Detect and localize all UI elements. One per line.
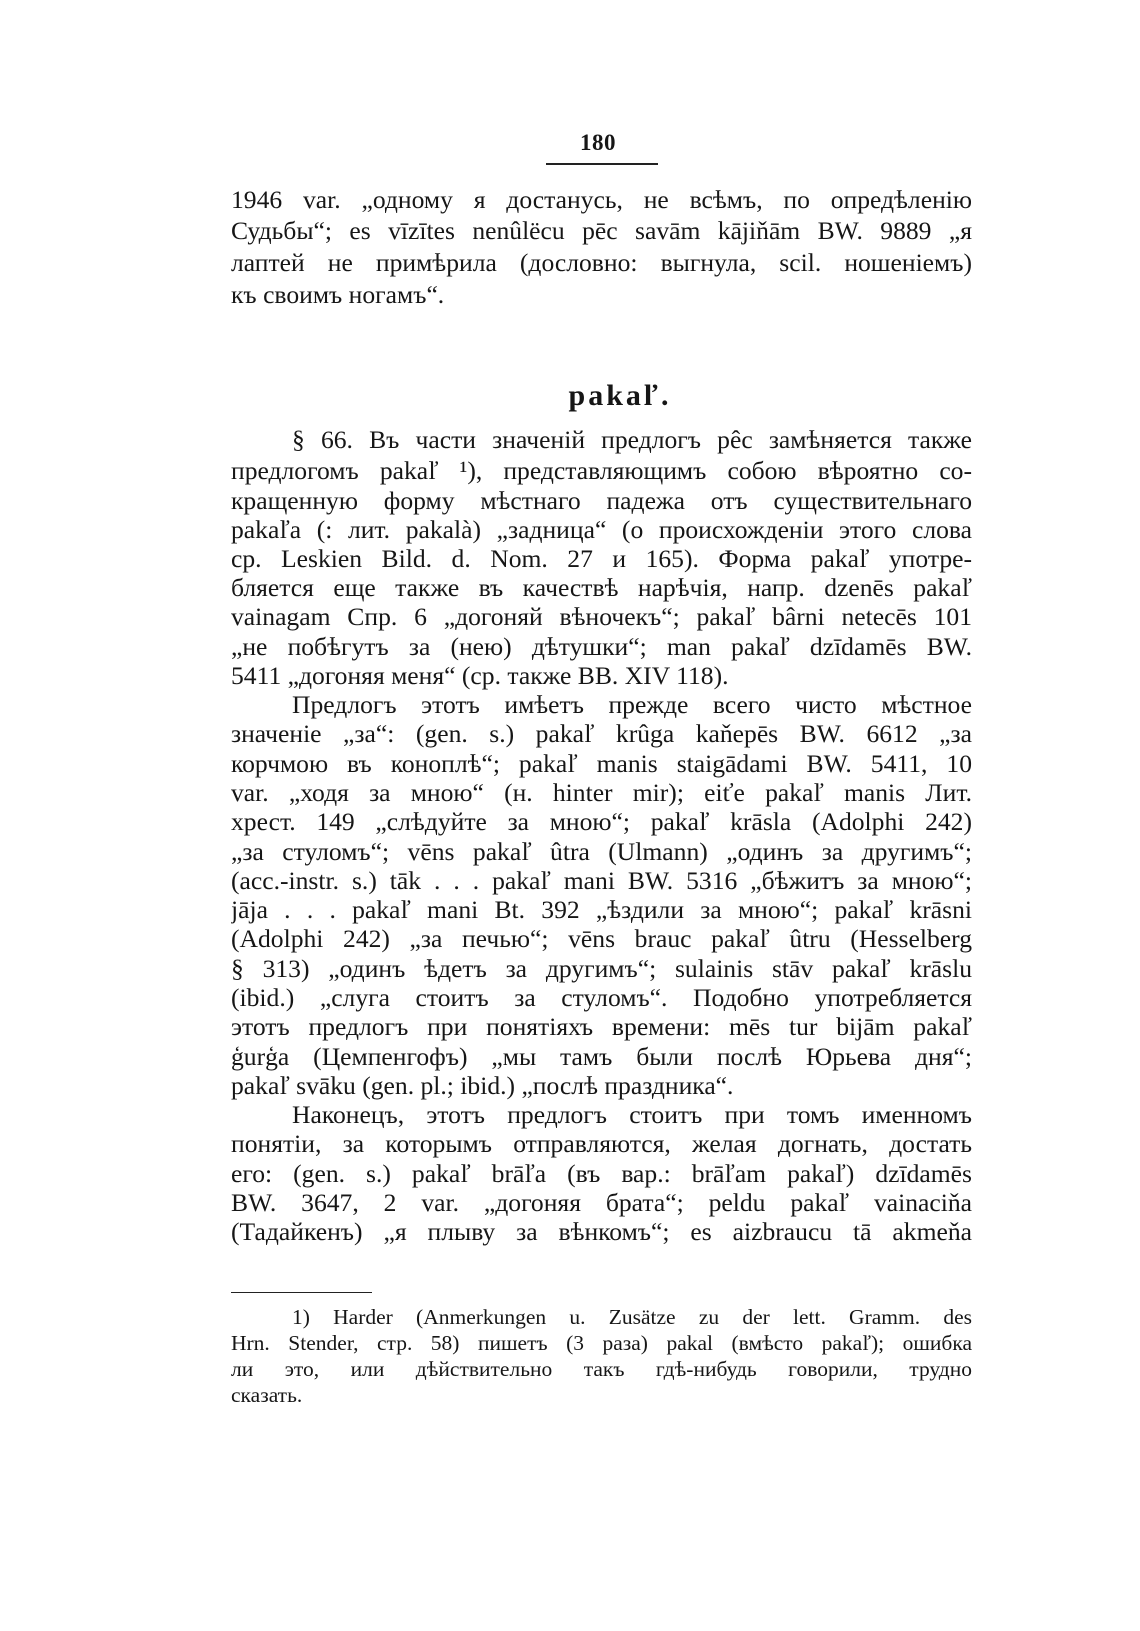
body-line: Наконецъ, этотъ предлогъ стоитъ при томъ именномъ — [292, 1100, 972, 1129]
body-line: § 66. Въ части значеній предлогъ pêc замѣняется также — [292, 425, 972, 454]
body-line: лаптей не примѣрила (дословно: выгнула, scil. ношеніемъ) — [231, 248, 972, 277]
body-line: BW. 3647, 2 var. „догоняя брата“; peldu pakaľ vainaciňa — [231, 1188, 972, 1217]
body-line: (Тадайкенъ) „я плыву за вѣнкомъ“; es aizbraucu tā akmeňa — [231, 1217, 972, 1246]
body-line: var. „ходя за мною“ (н. hinter mir); eiťe pakaľ manis Лит. — [231, 778, 972, 807]
body-line: pakaľ svāku (gen. pl.; ibid.) „послѣ праздника“. — [231, 1071, 734, 1100]
footnote-line: Hrn. Stender, стр. 58) пишетъ (3 раза) pakal (вмѣсто pakaľ); ошибка — [231, 1331, 972, 1355]
footnote-line: сказать. — [231, 1383, 303, 1407]
body-line: предлогомъ pakaľ ¹), представляющимъ собою вѣроятно со- — [231, 456, 972, 485]
body-line: значеніе „за“: (gen. s.) pakaľ krûga kaňepēs BW. 6612 „за — [231, 719, 972, 748]
body-line: „не побѣгутъ за (нею) дѣтушки“; man pakaľ dzīdamēs BW. — [231, 632, 972, 661]
body-line: pakaľa (: лит. pakalà) „задница“ (о происхожденіи этого слова — [231, 515, 972, 544]
body-line: ģurģa (Цемпенгофъ) „мы тамъ были послѣ Юрьева дня“; — [231, 1042, 972, 1071]
section-heading: pakaľ. — [568, 379, 672, 412]
body-line: ср. Leskien Bild. d. Nom. 27 и 165). Форма pakaľ употре- — [231, 544, 972, 573]
body-line: (Adolphi 242) „за печью“; vēns brauc pakaľ ûtru (Hesselberg — [231, 924, 972, 953]
body-line: къ своимъ ногамъ“. — [231, 280, 445, 309]
body-line: бляется еще также въ качествѣ нарѣчія, напр. dzenēs pakaľ — [231, 573, 972, 602]
body-line: этотъ предлогъ при понятіяхъ времени: mēs tur bijām pakaľ — [231, 1012, 972, 1041]
body-line: 5411 „догоняя меня“ (ср. также BB. XIV 118). — [231, 661, 729, 690]
body-line: корчмою въ коноплѣ“; pakaľ manis staigādami BW. 5411, 10 — [231, 749, 972, 778]
body-line: jāja . . . pakaľ mani Bt. 392 „ѣздили за мною“; pakaľ krāsni — [231, 895, 972, 924]
page-number-rule — [546, 163, 658, 165]
body-line: § 313) „одинъ ѣдетъ за другимъ“; sulainis stāv pakaľ krāslu — [231, 954, 972, 983]
body-line: Судьбы“; es vīzītes nenûlëcu pēc savām kājiňām BW. 9889 „я — [231, 216, 972, 245]
page-number: 180 — [580, 130, 616, 155]
footnote-rule — [231, 1292, 372, 1293]
body-line: его: (gen. s.) pakaľ brāľa (въ вар.: brāľam pakaľ) dzīdamēs — [231, 1159, 972, 1188]
body-line: Предлогъ этотъ имѣетъ прежде всего чисто мѣстное — [292, 690, 972, 719]
footnote-line: ли это, или дѣйствительно такъ гдѣ-нибудь говорили, трудно — [231, 1357, 972, 1381]
body-line: vainagam Спр. 6 „догоняй вѣночекъ“; pakaľ bârni netecēs 101 — [231, 602, 972, 631]
footnote-line: 1) Harder (Anmerkungen u. Zusätze zu der lett. Gramm. des — [292, 1305, 972, 1329]
body-line: хрест. 149 „слѣдуйте за мною“; pakaľ krāsla (Adolphi 242) — [231, 807, 972, 836]
body-line: понятіи, за которымъ отправляются, желая догнать, достать — [231, 1129, 972, 1158]
body-line: кращенную форму мѣстнаго падежа отъ существительнаго — [231, 486, 972, 515]
body-line: (ibid.) „слуга стоитъ за стуломъ“. Подобно употребляется — [231, 983, 972, 1012]
body-line: (acc.-instr. s.) tāk . . . pakaľ mani BW. 5316 „бѣжитъ за мною“; — [231, 866, 972, 895]
body-line: 1946 var. „одному я достанусь, не всѣмъ, по опредѣленію — [231, 185, 972, 214]
body-line: „за стуломъ“; vēns pakaľ ûtra (Ulmann) „одинъ за другимъ“; — [231, 837, 972, 866]
